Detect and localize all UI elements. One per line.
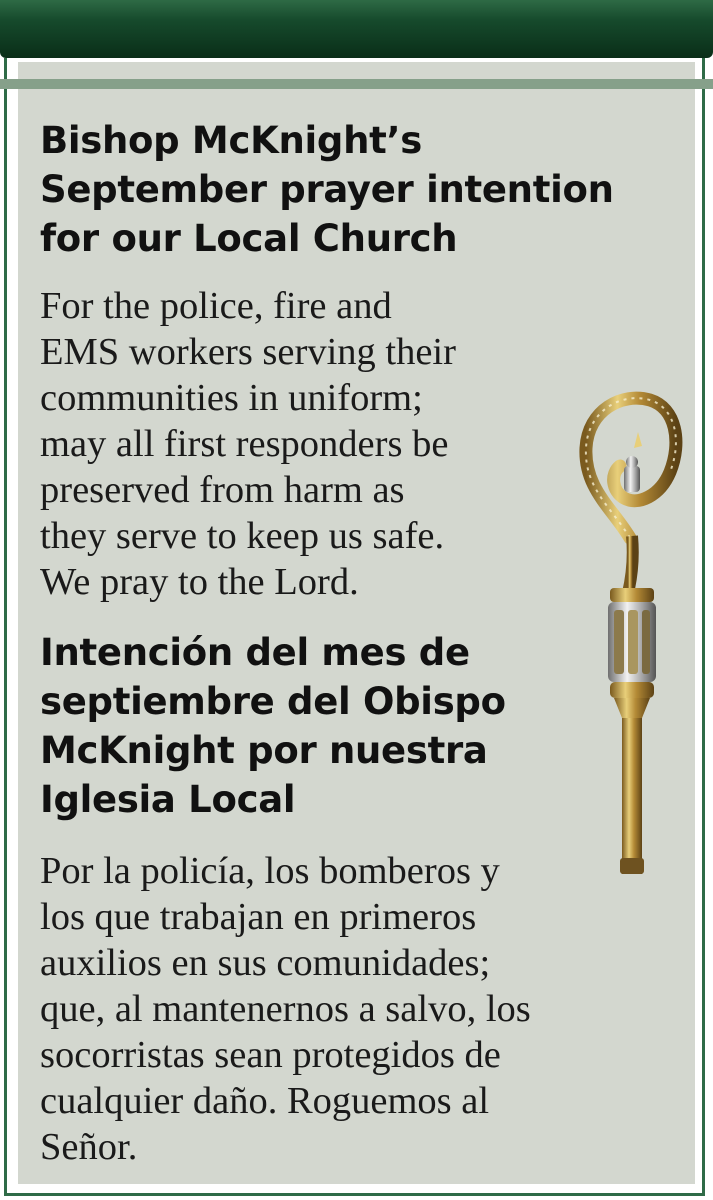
crozier-image — [572, 388, 684, 878]
divider-rule — [0, 79, 713, 89]
spanish-heading: Intención del mes de septiembre del Obispo McKnight por nuestra Iglesia Local — [40, 631, 506, 821]
spanish-prayer-text: Por la policía, los bomberos y los que trabajan en primeros auxilios en sus comunidades; que, al mantenernos a salvo, los socorristas sean protegidos de cualquier daño. Roguemos al Señor. — [40, 850, 531, 1168]
english-prayer-text: For the police, fire and EMS workers serving their communities in uniform; may all first responders be preserved from harm as they serve to keep us safe. We pray to the Lord. — [40, 285, 456, 603]
english-heading: Bishop McKnight’s September prayer intention for our Local Church — [40, 119, 614, 260]
top-banner-bar — [0, 0, 713, 58]
